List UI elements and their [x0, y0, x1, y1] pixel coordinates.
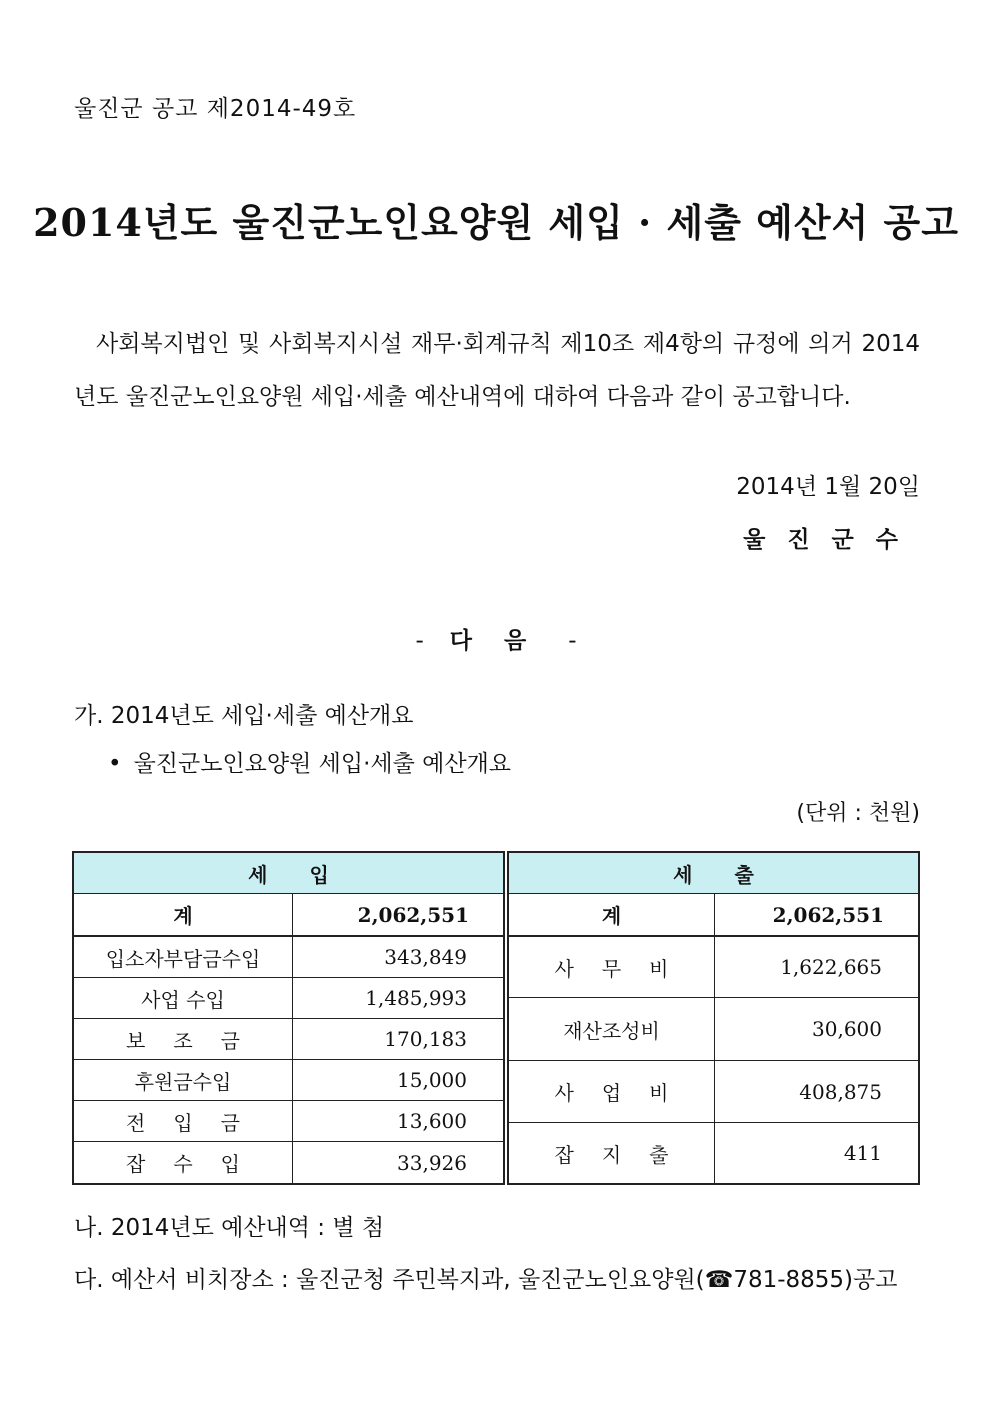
revenue-row-value: 170,183 [293, 1019, 503, 1060]
next-heading [0, 622, 992, 655]
revenue-total-value: 2,062,551 [293, 894, 503, 937]
expenditure-row-label: 사무비 [509, 937, 715, 998]
document-title: 2014년도 울진군노인요양원 세입 · 세출 예산서 공고 [33, 200, 959, 245]
revenue-row-label: 입소자부담금수입 [74, 937, 293, 978]
revenue-row-label: 후원금수입 [74, 1060, 293, 1101]
section-a-heading: 가. 2014년도 세입·세출 예산개요 [74, 703, 414, 729]
section-b-text: 나. 2014년도 예산내역 : 별 첨 [74, 1215, 385, 1241]
expenditure-row-label: 재산조성비 [509, 998, 715, 1061]
revenue-row-label: 사업 수입 [74, 978, 293, 1019]
next-heading-text: 다음 [449, 628, 559, 654]
section-c-suffix: 781-8855)공고 [733, 1267, 898, 1293]
bullet-dot: • [108, 751, 122, 777]
revenue-table [72, 851, 505, 1185]
expenditure-row-label: 사업비 [509, 1061, 715, 1123]
expenditure-row-value: 1,622,665 [715, 937, 918, 998]
expenditure-total-value: 2,062,551 [715, 894, 918, 937]
expenditure-table [507, 851, 920, 1185]
expenditure-row-value: 411 [843, 1141, 882, 1165]
expenditure-total-label: 계 [509, 894, 715, 937]
revenue-row-value: 343,849 [293, 937, 503, 978]
revenue-row-value: 33,926 [397, 1150, 467, 1175]
bullet-item [108, 745, 511, 778]
expenditure-header: 세출 [509, 853, 918, 894]
bullet-text: 울진군노인요양원 세입·세출 예산개요 [133, 751, 511, 777]
revenue-row-label: 전입금 [74, 1101, 293, 1142]
unit-note: (단위 : 천원) [796, 801, 920, 826]
revenue-row-value: 13,600 [293, 1101, 503, 1142]
revenue-row-value: 15,000 [293, 1060, 503, 1101]
revenue-header: 세입 [74, 853, 503, 894]
dash-left: - [415, 628, 424, 654]
revenue-row-value: 1,485,993 [293, 978, 503, 1019]
body-paragraph [74, 318, 920, 424]
section-c [74, 1261, 897, 1294]
dash-right: - [568, 628, 577, 654]
revenue-row-label: 보조금 [74, 1019, 293, 1060]
expenditure-row-value: 408,875 [715, 1061, 918, 1123]
section-c-prefix: 다. 예산서 비치장소 : 울진군청 주민복지과, 울진군노인요양원( [74, 1267, 705, 1293]
expenditure-row-label: 잡지출 [509, 1123, 715, 1183]
notice-date: 2014년 1월 20일 [736, 474, 920, 500]
phone-icon: ☎ [704, 1267, 734, 1293]
expenditure-row-value: 30,600 [715, 998, 918, 1061]
signer: 울진군수 [743, 527, 920, 553]
revenue-total-label: 계 [74, 894, 293, 937]
body-paragraph-text: 사회복지법인 및 사회복지시설 재무·회계규칙 제10조 제4항의 규정에 의거 2014년도 울진군노인요양원 세입·세출 예산내역에 대하여 다음과 같이 공고합니다. [74, 331, 920, 410]
revenue-row-label: 잡수입 [74, 1142, 293, 1183]
notice-number: 울진군 공고 제2014-49호 [74, 96, 357, 122]
